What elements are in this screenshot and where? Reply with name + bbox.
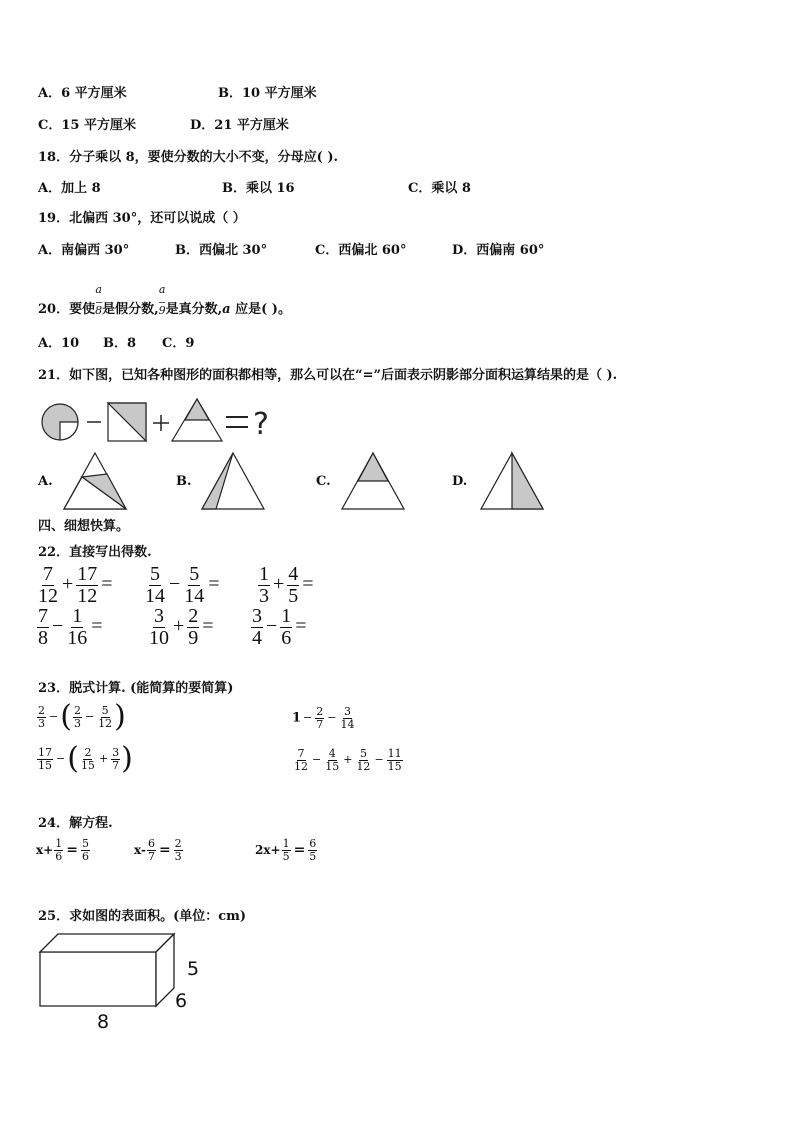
q20-fraction-2: $\frac{a}{9}$ xyxy=(158,282,166,317)
q20-option-c: C．9 xyxy=(162,336,195,351)
q21-option-d-label: D. xyxy=(452,474,468,489)
q21-option-b-figure xyxy=(200,450,266,512)
top-shaded-triangle xyxy=(172,399,222,441)
q24-equation-1: x+ $\frac{1}{6}$ = $\frac{5}{6}$ xyxy=(36,837,89,863)
q21-option-d-figure xyxy=(479,450,545,512)
q22-stem: 22．直接写出得数. xyxy=(38,545,152,560)
q17-option-c: C．15 平方厘米 xyxy=(38,118,136,133)
q24-equation-3: 2x+ $\frac{1}{5}$ = $\frac{6}{5}$ xyxy=(255,837,317,863)
q23-stem: 23．脱式计算. (能简算的要简算) xyxy=(38,681,234,696)
q19-option-d: D．西偏南 60° xyxy=(452,243,545,258)
q20-option-b: B．8 xyxy=(103,336,137,351)
plus-sign xyxy=(153,415,169,431)
q22-item-5: $\frac{3}{10}$ + $\frac{2}{9}$ = xyxy=(149,605,214,649)
q24-equation-2: x- $\frac{6}{7}$ = $\frac{2}{3}$ xyxy=(134,837,182,863)
q21-equation-figure xyxy=(40,396,280,446)
q17-option-a: A．6 平方厘米 xyxy=(38,86,127,101)
question-mark: ? xyxy=(253,407,269,442)
q25-length-label: 8 xyxy=(97,1011,110,1033)
q22-item-6: $\frac{3}{4}$ − $\frac{1}{6}$ = xyxy=(252,605,307,649)
q18-option-c: C．乘以 8 xyxy=(408,181,471,196)
q21-option-c-label: C. xyxy=(316,474,331,489)
section-4-title: 四、细想快算。 xyxy=(38,519,130,534)
q22-item-3: $\frac{1}{3}$ + $\frac{4}{5}$ = xyxy=(259,563,314,607)
quarter-shaded-circle xyxy=(42,404,78,440)
q20-stem: 20．要使 $\frac{a}{8}$ 是假分数, $\frac{a}{9}$ 是真分数,a 应是( )。 xyxy=(38,282,291,317)
q18-option-b: B．乘以 16 xyxy=(222,181,295,196)
q25-stem: 25．求如图的表面积。(单位：cm) xyxy=(38,909,247,924)
q23-expression-4: $\frac{7}{12}$ − $\frac{4}{15}$ + $\frac{5}{12}$ − $\frac{11}{15}$ xyxy=(294,747,402,773)
q22-item-1: $\frac{7}{12}$ + $\frac{17}{12}$ = xyxy=(38,563,113,607)
q25-height-label: 5 xyxy=(187,958,200,980)
q18-stem: 18．分子乘以 8，要使分数的大小不变，分母应( ). xyxy=(38,150,339,165)
q19-option-c: C．西偏北 60° xyxy=(315,243,407,258)
q20-fraction-1: $\frac{a}{8}$ xyxy=(95,282,103,317)
half-shaded-square xyxy=(108,403,146,441)
q22-item-4: $\frac{7}{8}$ − $\frac{1}{16}$ = xyxy=(38,605,103,649)
q19-option-a: A．南偏西 30° xyxy=(38,243,130,258)
q21-stem: 21．如下图，已知各种图形的面积都相等，那么可以在“=”后面表示阴影部分面积运算结果的是（ ). xyxy=(38,368,618,383)
q17-option-d: D．21 平方厘米 xyxy=(190,118,289,133)
q17-option-b: B．10 平方厘米 xyxy=(218,86,317,101)
q20-option-a: A．10 xyxy=(38,336,80,351)
q23-expression-3: $\frac{17}{15}$ −( $\frac{2}{15}$ + $\frac{3}{7}$ ) xyxy=(38,741,133,776)
q21-option-a-label: A. xyxy=(38,474,53,489)
q18-option-a: A．加上 8 xyxy=(38,181,101,196)
q25-width-label: 6 xyxy=(175,990,188,1012)
q24-stem: 24．解方程. xyxy=(38,816,113,831)
q19-stem: 19．北偏西 30°，还可以说成（ ） xyxy=(38,211,246,226)
q21-option-a-figure xyxy=(62,450,128,512)
q21-option-b-label: B. xyxy=(176,474,192,489)
q22-item-2: $\frac{5}{14}$ − $\frac{5}{14}$ = xyxy=(145,563,220,607)
q23-expression-2: 1 − $\frac{2}{7}$ − $\frac{3}{14}$ xyxy=(292,705,355,731)
q21-option-c-figure xyxy=(340,450,406,512)
equals-sign xyxy=(226,417,248,427)
q19-option-b: B．西偏北 30° xyxy=(175,243,268,258)
q23-expression-1: $\frac{2}{3}$ −( $\frac{2}{3}$ − $\frac{5}{12}$ ) xyxy=(38,699,126,734)
